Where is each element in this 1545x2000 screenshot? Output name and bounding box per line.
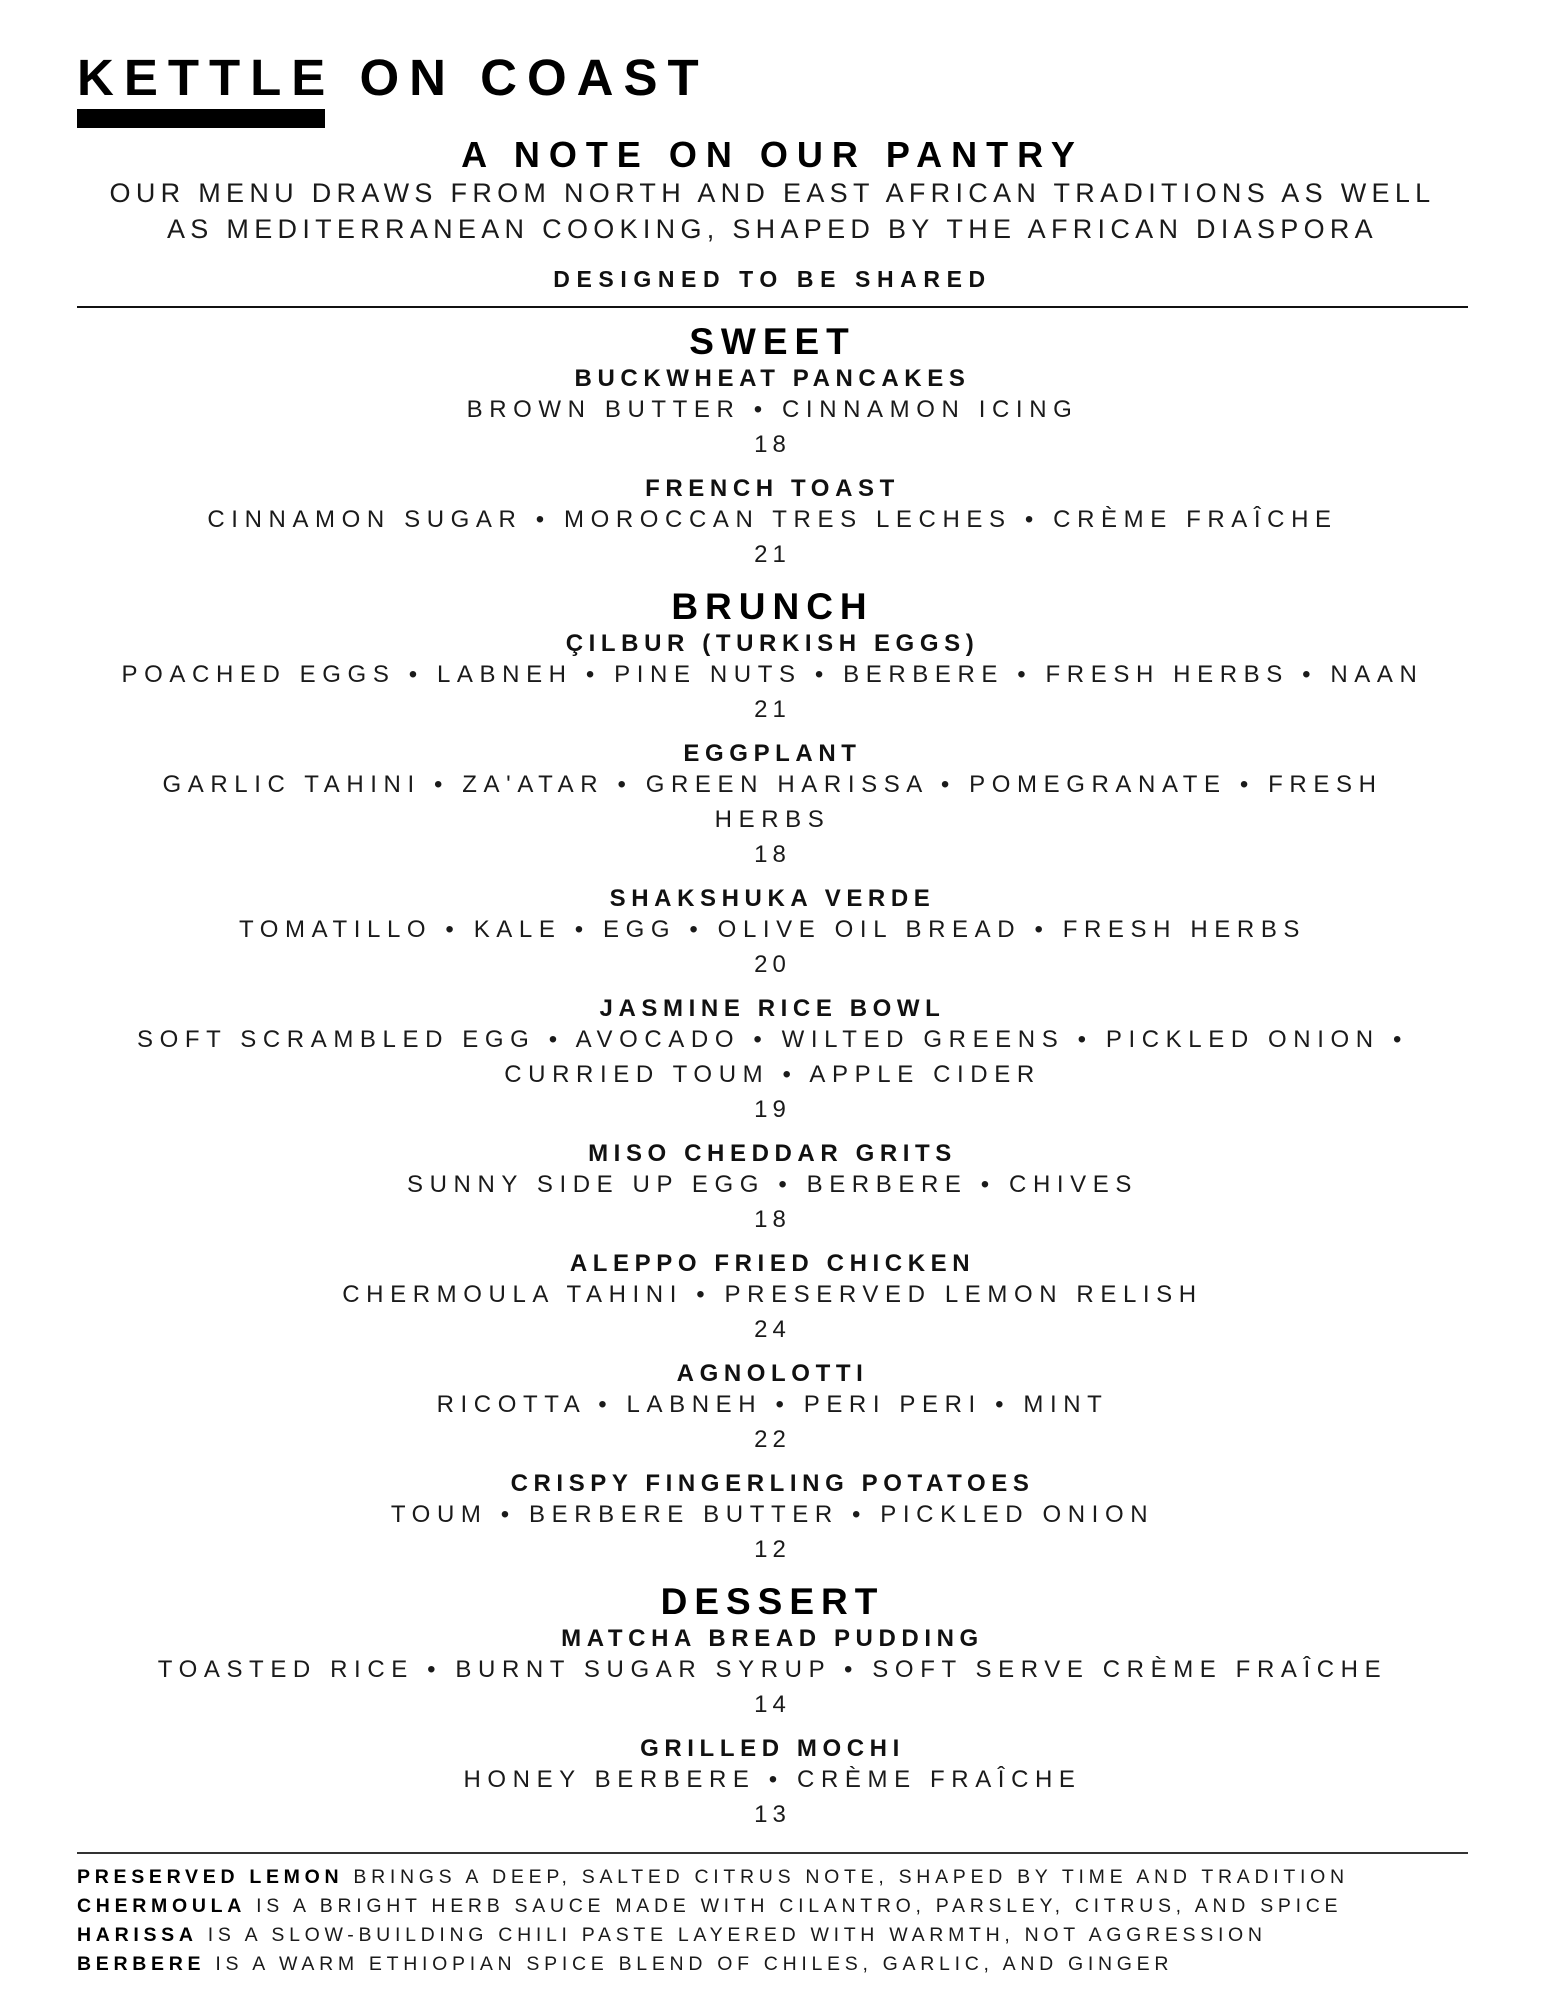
glossary-entry [77,1950,1497,1979]
menu-item [77,364,1468,474]
pantry-note-line: AS MEDITERRANEAN COOKING, SHAPED BY THE AFRICAN DIASPORA [167,214,1378,244]
menu-item-name: MATCHA BREAD PUDDING [561,1625,984,1652]
menu-item [77,739,1468,884]
section-title: DESSERT [660,1581,885,1622]
restaurant-name: KETTLE ON COAST [77,49,709,106]
glossary-term: BERBERE [77,1953,206,1975]
menu-item-price: 24 [754,1316,791,1343]
menu-item-description: TOMATILLO • KALE • EGG • OLIVE OIL BREAD • FRESH HERBS [238,916,1307,943]
glossary-entry [77,1892,1497,1921]
menu-item-name: ALEPPO FRIED CHICKEN [569,1250,976,1277]
pantry-note-text [77,175,1468,247]
divider-top [77,306,1468,308]
menu-item-description: TOUM • BERBERE BUTTER • PICKLED ONION [390,1501,1155,1528]
menu-item-price: 18 [754,1206,791,1233]
glossary-definition: IS A WARM ETHIOPIAN SPICE BLEND OF CHILES, GARLIC, AND GINGER [215,1953,1174,1975]
menu-item-price: 14 [754,1691,791,1718]
menu-item-name: ÇILBUR (TURKISH EGGS) [565,630,980,657]
menu-item [77,884,1468,994]
glossary-entry [77,1863,1497,1892]
glossary-term: HARISSA [77,1924,198,1946]
menu-item-price: 13 [754,1801,791,1828]
menu-item-name: GRILLED MOCHI [640,1735,905,1762]
menu-item-name: JASMINE RICE BOWL [599,995,946,1022]
menu-item-price: 21 [754,541,791,568]
menu-item-price: 20 [754,951,791,978]
menu-item-list [77,364,1468,585]
menu-item-price: 18 [754,431,791,458]
glossary-definition: IS A SLOW-BUILDING CHILI PASTE LAYERED WITH WARMTH, NOT AGGRESSION [207,1924,1267,1946]
menu-item-price: 18 [754,841,791,868]
menu-item [77,1139,1468,1249]
menu-item-name: AGNOLOTTI [676,1360,869,1387]
menu-item-name: BUCKWHEAT PANCAKES [574,365,971,392]
menu-item-description: SOFT SCRAMBLED EGG • AVOCADO • WILTED GREENS • PICKLED ONION • [137,1026,1408,1053]
menu-item-description: BROWN BUTTER • CINNAMON ICING [466,396,1079,423]
menu-item-description: POACHED EGGS • LABNEH • PINE NUTS • BERBERE • FRESH HERBS • NAAN [121,661,1424,688]
menu-item-name: SHAKSHUKA VERDE [609,885,936,912]
section-title: SWEET [689,321,856,362]
menu-item-name: MISO CHEDDAR GRITS [588,1140,957,1167]
glossary-term: CHERMOULA [77,1895,247,1917]
menu-item-name: FRENCH TOAST [645,475,900,502]
menu-item-description: RICOTTA • LABNEH • PERI PERI • MINT [436,1391,1109,1418]
menu [77,320,1468,1845]
menu-item-price: 19 [754,1096,791,1123]
tagline: DESIGNED TO BE SHARED [553,266,992,292]
menu-item-name: EGGPLANT [683,740,862,767]
menu-item-price: 12 [754,1536,791,1563]
divider-bottom [77,1852,1468,1854]
menu-item [77,1359,1468,1469]
menu-item-price: 22 [754,1426,791,1453]
menu-item-description: HONEY BERBERE • CRÈME FRAÎCHE [463,1766,1082,1793]
menu-item [77,474,1468,585]
menu-item-description: GARLIC TAHINI • ZA'ATAR • GREEN HARISSA • POMEGRANATE • FRESH [162,771,1383,798]
menu-item-description: SUNNY SIDE UP EGG • BERBERE • CHIVES [407,1171,1138,1198]
glossary-definition: IS A BRIGHT HERB SAUCE MADE WITH CILANTRO, PARSLEY, CITRUS, AND SPICE [256,1895,1343,1917]
menu-item [77,1624,1468,1734]
menu-item [77,1469,1468,1580]
menu-item-list [77,1624,1468,1845]
menu-item [77,1734,1468,1845]
title-underline-bar [77,109,325,128]
glossary-entry [77,1921,1497,1950]
menu-item [77,629,1468,739]
menu-item-list [77,629,1468,1580]
menu-item-description: TOASTED RICE • BURNT SUGAR SYRUP • SOFT SERVE CRÈME FRAÎCHE [157,1656,1388,1683]
menu-section-dessert [77,1580,1468,1845]
menu-section-brunch [77,585,1468,1580]
menu-item [77,1249,1468,1359]
menu-item-price: 21 [754,696,791,723]
pantry-note-line: OUR MENU DRAWS FROM NORTH AND EAST AFRICAN TRADITIONS AS WELL [109,178,1436,208]
menu-item-description: HERBS [714,806,831,833]
menu-item-name: CRISPY FINGERLING POTATOES [510,1470,1035,1497]
menu-item-description: CURRIED TOUM • APPLE CIDER [504,1061,1041,1088]
glossary-definition: BRINGS A DEEP, SALTED CITRUS NOTE, SHAPED BY TIME AND TRADITION [353,1866,1349,1888]
ingredient-glossary [77,1863,1497,1979]
glossary-term: PRESERVED LEMON [77,1866,344,1888]
pantry-note-heading: A NOTE ON OUR PANTRY [461,134,1084,175]
menu-item [77,994,1468,1139]
menu-item-description: CHERMOULA TAHINI • PRESERVED LEMON RELISH [342,1281,1203,1308]
menu-item-description: CINNAMON SUGAR • MOROCCAN TRES LECHES • CRÈME FRAÎCHE [207,506,1338,533]
menu-section-sweet [77,320,1468,585]
section-title: BRUNCH [671,586,874,627]
